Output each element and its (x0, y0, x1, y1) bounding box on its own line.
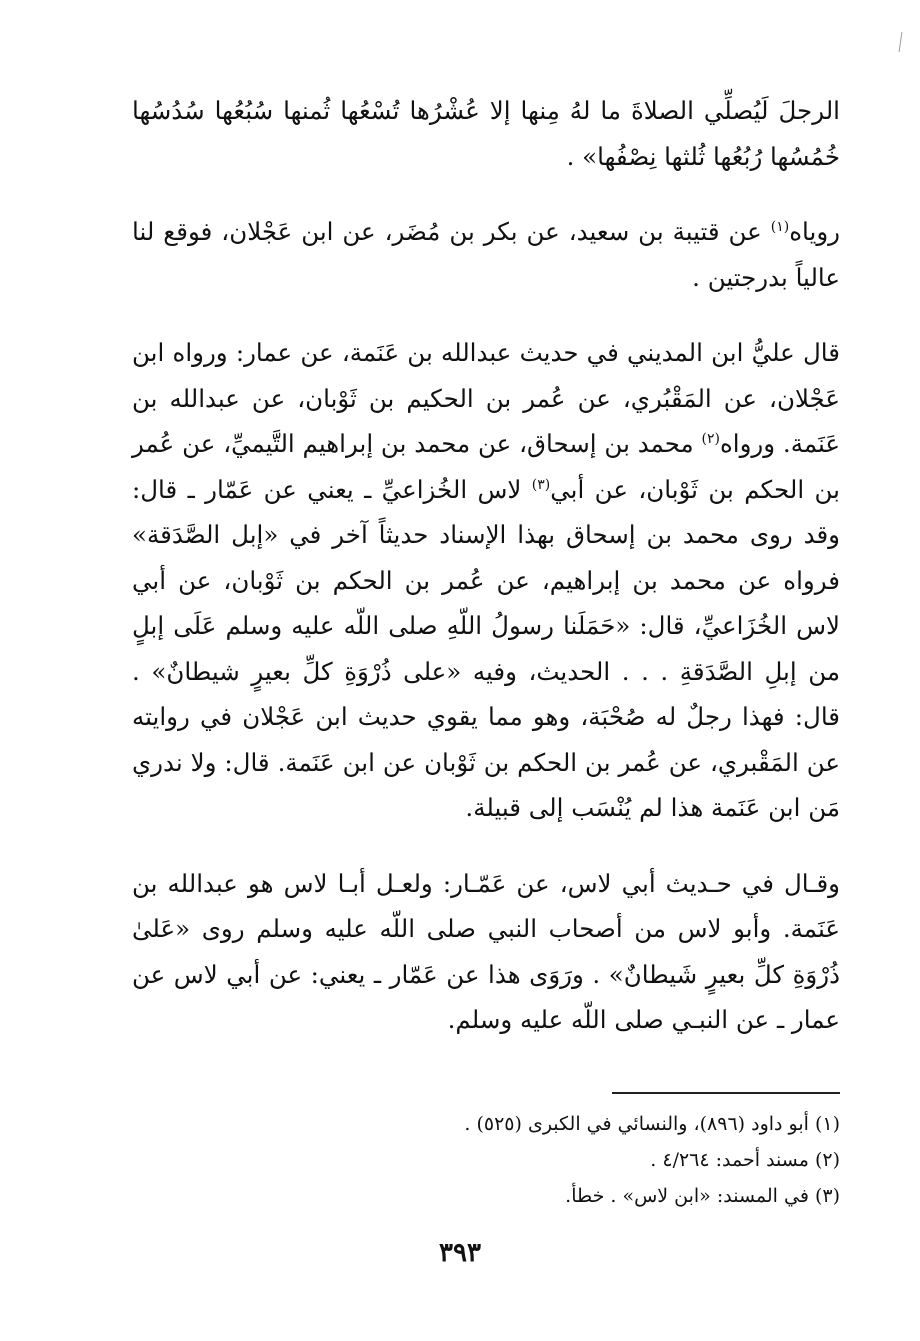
text-run: محمد بن إسحاق، عن محمد بن إبراهيم التَّيميِّ، عن عُمر بن الحكم بن ثَوْبان، عن أبي (132, 429, 840, 504)
footnotes (132, 1106, 840, 1214)
paragraph-4: وقـال في حـديث أبي لاس، عن عَمّـار: ولعـل أبـا لاس هو عبدالله بن عَنَمة. وأبو لاس من أصحاب النبي صلى اللّه عليه وسلم روى «عَلىٰ ذُرْوَةِ كلِّ بعيرٍ شَيطانٌ» . ورَوَى هذا عن عَمّار ـ يعني: عن أبي لاس عن عمار ـ عن النبـي صلى اللّه عليه وسلم. (132, 868, 840, 1034)
text-run: عن قتيبة بن سعيد، عن بكر بن مُضَر، عن ابن عَجْلان، فوقع لنا عالياً بدرجتين . (132, 217, 840, 292)
footnote-3: (٣) في المسند: «ابن لاس» . خطأ. (565, 1185, 840, 1207)
text-run: قال عليُّ ابن المديني في حديث عبدالله بن عَنَمة، عن عمار: ورواه ابن عَجْلان، عن المَقْبُري، عن عُمر بن الحكيم بن ثَوْبان، عن عبدالله بن عَنَمة. ورواه (132, 338, 841, 458)
paragraph-1: الرجلَ لَيُصلِّي الصلاةَ ما لهُ مِنها إلا عُشْرُها تُسْعُها ثُمنها سُبُعُها سُدُسُها خُمُسُها رُبُعُها ثُلثها نِصْفُها» . (132, 96, 840, 171)
paragraph-2 (132, 209, 840, 300)
footnote-1: (١) أبو داود (٨٩٦)، والنسائي في الكبرى (٥٢٥) . (464, 1113, 840, 1135)
footnote-ref-3: (٣) (531, 476, 551, 493)
page-number: ٣٩٣ (439, 1238, 481, 1268)
footnote-2: (٢) مسند أحمد: ٤/٢٦٤ . (650, 1149, 840, 1171)
footnote-separator (612, 1092, 840, 1094)
text-run: روياه (789, 217, 840, 246)
scan-mark (899, 32, 903, 52)
footnote-ref-2: (٢) (701, 430, 720, 447)
main-text (132, 88, 840, 1073)
paragraph-3 (132, 330, 840, 831)
footnote-ref-1: (١) (770, 218, 790, 235)
text-run: لاس الخُزاعيِّ ـ يعني عن عَمّار ـ قال: وقد روى محمد بن إسحاق بهذا الإسناد حديثاً آخر في «إبل الصَّدَقة» فرواه عن محمد بن إبراهيم، عن عُمر بن الحكم بن ثَوْبان، عن أبي لاس الخُزَاعيِّ، قال: «حَمَلَنا رسولُ اللّهِ صلى اللّه عليه وسلم عَلَى إبلٍ من إبلِ الصَّدَقةِ . . . الحديث، وفيه «على ذُرْوَةِ كلِّ بعيرٍ شيطانٌ» . قال: فهذا رجلٌ له صُحْبَة، وهو مما يقوي حديث ابن عَجْلان في روايته عن المَقْبري، عن عُمر بن الحكم بن ثَوْبان عن ابن عَنَمة. قال: ولا ندري مَن ابن عَنَمة هذا لم يُنْسَب إلى قبيلة. (132, 474, 840, 822)
